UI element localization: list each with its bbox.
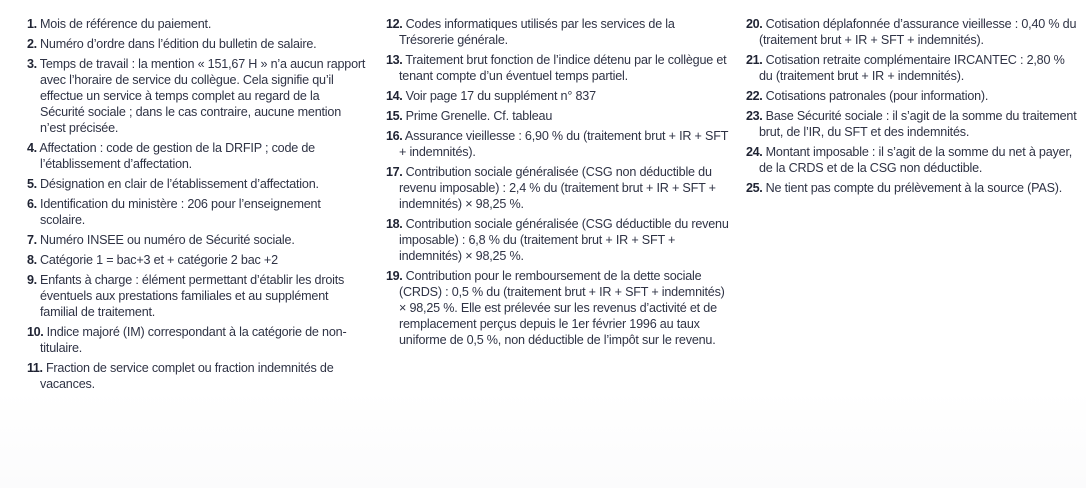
item-number: 17. — [386, 165, 403, 180]
legend-item-22 — [746, 89, 1081, 105]
item-number: 7. — [27, 233, 37, 247]
item-number: 16. — [386, 129, 403, 144]
item-text: Traitement brut fonction de l’indice détenu par le collègue et tenant compte d’un éventuel temps partiel. — [399, 53, 727, 83]
legend-item-17 — [386, 165, 731, 213]
item-text: Contribution pour le remboursement de la dette sociale (CRDS) : 0,5 % du (traitement brut + IR + SFT + indemnités) × 98,25 %. Elle est prélevée sur les revenus d’activité et de remplacement perçus depuis le 1er février 1996 au taux uniforme de 0,5 %, non déductible de l’impôt sur le revenu. — [399, 269, 725, 347]
legend-item-11 — [27, 361, 367, 393]
item-number: 12. — [386, 17, 403, 31]
item-text: Voir page 17 du supplément n° 837 — [405, 89, 596, 103]
legend-column-2 — [386, 17, 731, 353]
item-text: Numéro INSEE ou numéro de Sécurité sociale. — [40, 233, 295, 247]
legend-item-16 — [386, 129, 731, 161]
legend-item-7 — [27, 233, 367, 249]
item-number: 2. — [27, 37, 37, 52]
legend-item-13 — [386, 53, 731, 85]
item-number: 23. — [746, 109, 763, 124]
item-text: Codes informatiques utilisés par les services de la Trésorerie générale. — [399, 17, 675, 47]
item-number: 14. — [386, 89, 403, 103]
item-number: 22. — [746, 89, 763, 103]
item-text: Catégorie 1 = bac+3 et + catégorie 2 bac +2 — [40, 253, 278, 268]
legend-item-23 — [746, 109, 1081, 141]
item-number: 5. — [27, 176, 37, 191]
legend-item-14 — [386, 89, 731, 105]
legend-item-12 — [386, 17, 731, 49]
item-text: Mois de référence du paiement. — [40, 17, 212, 31]
legend-item-19 — [386, 269, 731, 349]
legend-column-1 — [27, 17, 367, 397]
legend-item-10 — [27, 325, 367, 357]
item-text: Numéro d’ordre dans l’édition du bulletin de salaire. — [40, 37, 317, 52]
item-text: Cotisation retraite complémentaire IRCANTEC : 2,80 % du (traitement brut + IR + indemnités). — [759, 53, 1065, 83]
item-text: Temps de travail : la mention « 151,67 H » n’a aucun rapport avec l’horaire de service du collègue. Cela signifie qu’il effectue un service à temps complet au regard de la Sécurité sociale ; dans le cas contraire, aucune mention n’est précisée. — [39, 57, 366, 135]
item-number: 8. — [27, 253, 37, 268]
legend-item-1 — [27, 17, 367, 33]
item-text: Montant imposable : il s’agit de la somme du net à payer, de la CRDS et de la CSG non déductible. — [759, 145, 1073, 175]
item-number: 1. — [27, 17, 37, 31]
legend-item-4 — [27, 141, 367, 173]
item-text: Contribution sociale généralisée (CSG déductible du revenu imposable) : 6,8 % du (traitement brut + IR + SFT + indemnités) × 98,25 %. — [399, 217, 729, 263]
legend-item-21 — [746, 53, 1081, 85]
item-number: 24. — [746, 145, 763, 160]
item-number: 13. — [386, 53, 403, 67]
item-text: Enfants à charge : élément permettant d’établir les droits éventuels aux prestations familiales et au supplément familial de traitement. — [40, 273, 345, 319]
item-number: 6. — [27, 197, 37, 211]
item-number: 15. — [386, 109, 403, 124]
legend-item-25 — [746, 181, 1081, 197]
legend-item-20 — [746, 17, 1081, 49]
item-text: Identification du ministère : 206 pour l’enseignement scolaire. — [40, 197, 321, 227]
item-text: Cotisation déplafonnée d’assurance vieillesse : 0,40 % du (traitement brut + IR + SFT + indemnités). — [759, 17, 1077, 47]
item-text: Affectation : code de gestion de la DRFIP ; code de l’établissement d’affectation. — [39, 140, 315, 171]
item-text: Fraction de service complet ou fraction indemnités de vacances. — [40, 361, 334, 391]
legend-item-5 — [27, 177, 367, 193]
item-number: 10. — [27, 325, 44, 340]
legend-item-24 — [746, 145, 1081, 177]
item-number: 20. — [746, 17, 763, 31]
item-text: Cotisations patronales (pour information). — [765, 89, 989, 103]
item-number: 21. — [746, 53, 763, 67]
item-text: Désignation en clair de l’établissement d’affectation. — [40, 176, 319, 191]
legend-item-9 — [27, 273, 367, 321]
legend-item-3 — [27, 57, 367, 137]
item-number: 19. — [386, 269, 403, 283]
item-text: Indice majoré (IM) correspondant à la catégorie de non-titulaire. — [40, 325, 347, 355]
item-number: 4. — [27, 140, 37, 155]
item-text: Assurance vieillesse : 6,90 % du (traitement brut + IR + SFT + indemnités). — [399, 129, 728, 160]
item-number: 3. — [27, 57, 37, 72]
item-number: 25. — [746, 181, 763, 196]
legend-item-18 — [386, 217, 731, 265]
legend-item-15 — [386, 109, 731, 125]
legend-item-2 — [27, 37, 367, 53]
legend-item-8 — [27, 253, 367, 269]
item-number: 18. — [386, 217, 403, 232]
item-number: 11. — [27, 361, 43, 376]
legend-item-6 — [27, 197, 367, 229]
legend-column-3 — [746, 17, 1081, 201]
item-number: 9. — [27, 273, 37, 288]
item-text: Contribution sociale généralisée (CSG non déductible du revenu imposable) : 2,4 % du (traitement brut + IR + SFT + indemnités) × 98,25 %. — [399, 165, 716, 211]
item-text: Ne tient pas compte du prélèvement à la source (PAS). — [765, 181, 1063, 196]
item-text: Prime Grenelle. Cf. tableau — [405, 109, 553, 124]
item-text: Base Sécurité sociale : il s’agit de la somme du traitement brut, de l’IR, du SFT et des indemnités. — [759, 109, 1077, 139]
